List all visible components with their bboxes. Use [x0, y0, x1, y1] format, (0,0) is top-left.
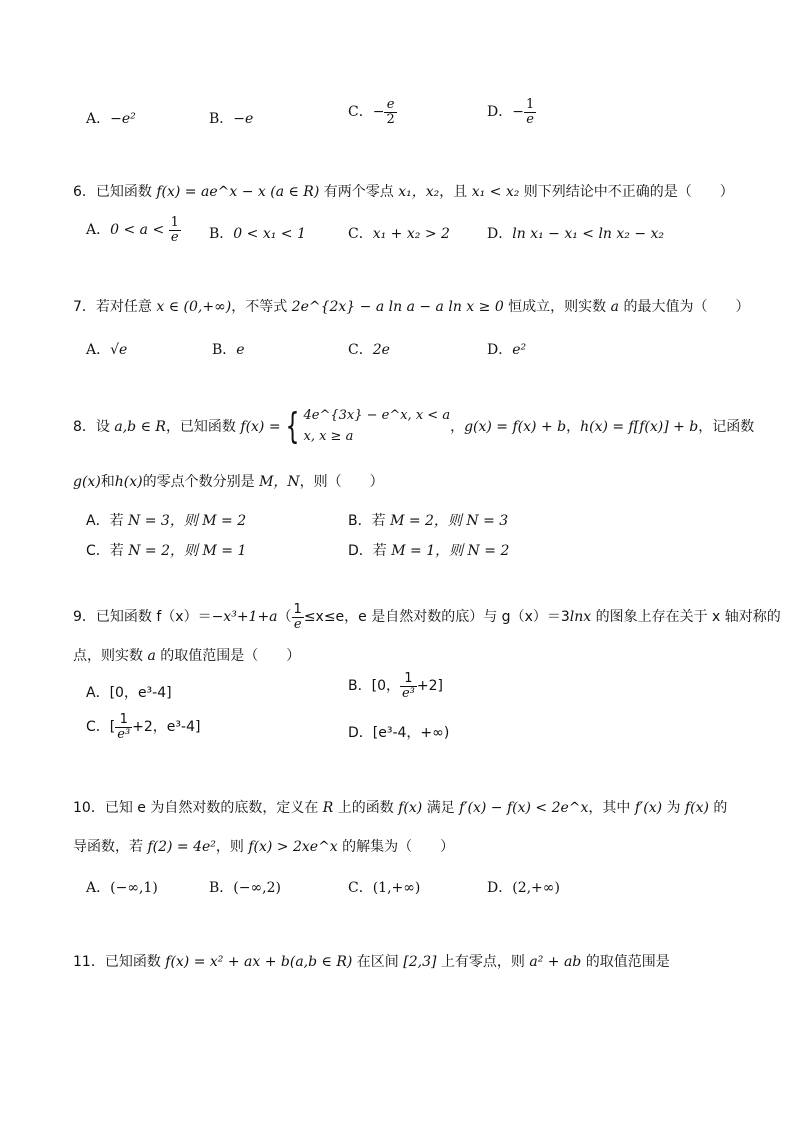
- q10-domain: R: [322, 800, 334, 816]
- option-label: A．: [86, 222, 111, 239]
- q11-expression: a² + ab: [529, 954, 582, 970]
- q8-text: ，已知函数: [165, 418, 241, 435]
- q7-option-b: [212, 339, 245, 359]
- q8-set: a,b ∈ R: [114, 418, 166, 435]
- option-text: [: [109, 719, 116, 736]
- q9-variable: a: [147, 648, 156, 664]
- q8-option-d: [348, 540, 509, 560]
- option-text: M = 2，则 N = 3: [390, 513, 509, 529]
- q6-text: 6．已知函数: [73, 184, 157, 200]
- left-brace: {: [285, 405, 299, 447]
- option-text: −e²: [110, 111, 136, 127]
- numerator: 1: [170, 215, 179, 230]
- q6-option-c: [348, 223, 450, 243]
- q9-text: 的图象上存在关于 x 轴对称的: [591, 609, 781, 626]
- numerator: 1: [404, 671, 413, 686]
- q6-formula: f(x) = ae^x − x (a ∈ R): [156, 184, 320, 200]
- option-text: [e³-4，+∞): [372, 725, 450, 741]
- q6-option-a: [86, 216, 181, 244]
- q8-text: 和: [100, 474, 115, 490]
- option-text: −e: [233, 111, 254, 127]
- option-label: D．: [487, 880, 513, 896]
- q6-condition: x₁ < x₂: [471, 184, 520, 200]
- q8-case-1: 4e^{3x} − e^x, x < a: [303, 408, 451, 423]
- q8-option-a: [86, 510, 246, 530]
- option-label: C．若: [86, 543, 129, 559]
- option-label: B．: [209, 226, 234, 242]
- q7-stem: [73, 296, 749, 316]
- q8-stem-line-2: [73, 471, 384, 491]
- option-label: B．若: [348, 513, 391, 529]
- q7-option-a: [86, 339, 127, 359]
- q9-function: −x³+1+a: [211, 609, 278, 626]
- option-label: D．: [348, 725, 373, 741]
- q8-h: h(x): [114, 474, 143, 490]
- denominator: e³: [117, 726, 131, 742]
- q10-function: f(x): [684, 800, 709, 816]
- q10-option-c: [348, 877, 420, 897]
- q7-option-d: [487, 339, 526, 359]
- option-label: A．: [86, 880, 111, 896]
- q8-text: ，记函数: [698, 418, 755, 435]
- q11-text: 的取值范围是: [581, 954, 670, 970]
- option-text: (−∞,2): [233, 880, 281, 896]
- option-label: B．: [209, 111, 234, 127]
- q5-option-d: [487, 98, 536, 126]
- q9-option-d: [348, 722, 449, 742]
- q7-variable: a: [610, 299, 619, 315]
- option-text: 0 < x₁ < 1: [233, 226, 306, 242]
- fraction: [400, 672, 417, 700]
- q8-mn: M，N: [259, 474, 300, 490]
- fraction: [524, 98, 536, 126]
- q8-f-lhs: f(x) =: [240, 418, 281, 435]
- option-text: 0 < a <: [110, 222, 169, 239]
- option-text: M = 1，则 N = 2: [391, 543, 510, 559]
- option-label: A．若: [86, 513, 129, 529]
- option-text: +2]: [416, 678, 443, 695]
- q11-function: f(x) = x² + ax + b(a,b ∈ R): [165, 954, 353, 970]
- option-text: N = 2，则 M = 1: [128, 543, 247, 559]
- denominator: 2: [386, 111, 395, 127]
- option-text: 2e: [372, 342, 390, 358]
- q8-case-2: x, x ≥ a: [303, 428, 354, 444]
- q5-option-b: [209, 108, 253, 128]
- option-text: (1,+∞): [372, 880, 421, 896]
- option-label: B．: [209, 880, 234, 896]
- q10-stem: [73, 797, 727, 817]
- q9-option-c: [86, 713, 200, 741]
- q8-text: ，则（ ）: [299, 474, 384, 490]
- option-label: C．: [348, 880, 373, 896]
- q8-text: ，: [450, 418, 465, 435]
- minus-sign: −: [372, 104, 385, 121]
- option-text: √e: [110, 342, 128, 358]
- q8-text: ，: [566, 418, 581, 435]
- option-text: N = 3，则 M = 2: [128, 513, 247, 529]
- q11-text: 上有零点，则: [436, 954, 530, 970]
- denominator: e: [169, 230, 181, 245]
- denominator: e³: [401, 685, 415, 701]
- option-label: A．: [86, 342, 111, 358]
- q9-stem: [73, 603, 781, 631]
- q7-option-c: [348, 339, 390, 359]
- q10-derivative: f′(x): [634, 800, 663, 816]
- q10-text: 满足: [422, 800, 460, 816]
- option-label: B．: [212, 342, 237, 358]
- q8-g: g(x): [73, 474, 101, 490]
- q10-text: 10．已知 e 为自然对数的底数，定义在: [73, 800, 323, 816]
- q6-zeros: x₁，x₂: [398, 184, 440, 200]
- q9-option-a: [86, 682, 172, 702]
- q6-stem: [73, 181, 734, 201]
- fraction: [169, 216, 181, 244]
- q10-stem-line-2: [73, 836, 454, 856]
- fraction: [115, 713, 132, 741]
- numerator: e: [386, 97, 395, 112]
- q8-option-c: [86, 540, 246, 560]
- option-label: B．: [348, 678, 372, 695]
- q8-piecewise: [303, 406, 450, 448]
- q7-text: ，不等式: [231, 299, 292, 315]
- q6-option-b: [209, 223, 306, 243]
- q10-function: f(x): [398, 800, 423, 816]
- q10-option-a: [86, 877, 158, 897]
- denominator: e: [524, 112, 536, 127]
- option-label: D．: [487, 226, 513, 242]
- q9-text: ≤x≤e，e 是自然对数的底）与 g（x）＝3: [303, 609, 570, 626]
- option-text: (−∞,1): [110, 880, 158, 896]
- fraction: [384, 98, 396, 126]
- option-text: +2，e³-4]: [132, 719, 201, 736]
- option-text: [0，e³-4]: [109, 685, 172, 701]
- q8-h-definition: h(x) = f[f(x)] + b: [580, 418, 699, 435]
- option-label: C．: [348, 342, 373, 358]
- q6-text: 有两个零点: [319, 184, 399, 200]
- numerator: 1: [525, 97, 535, 112]
- q10-option-b: [209, 877, 281, 897]
- q5-option-c: [348, 98, 397, 126]
- q8-text: 的零点个数分别是: [142, 474, 260, 490]
- option-text: ln x₁ − x₁ < ln x₂ − x₂: [512, 226, 665, 242]
- q10-option-d: [487, 877, 560, 897]
- option-label: A．: [86, 685, 110, 701]
- q9-option-b: [348, 672, 443, 700]
- q10-inequality: f(x) > 2xe^x: [248, 839, 338, 855]
- q5-option-a: [86, 108, 136, 128]
- option-text: [0，: [371, 678, 400, 695]
- q8-text: 8．设: [73, 418, 115, 435]
- q9-text: 的取值范围是（ ）: [155, 648, 301, 664]
- q8-option-b: [348, 510, 508, 530]
- option-label: A．: [86, 111, 111, 127]
- q9-text: 点，则实数: [73, 648, 148, 664]
- q6-text: 则下列结论中不正确的是（ ）: [519, 184, 734, 200]
- q8-g-definition: g(x) = f(x) + b: [464, 418, 567, 435]
- q10-text: 上的函数: [333, 800, 399, 816]
- numerator: 1: [119, 712, 128, 727]
- q9-lnx: lnx: [569, 609, 592, 626]
- q10-text: ，其中: [588, 800, 635, 816]
- q8-stem: [73, 406, 754, 448]
- q10-text: 为: [662, 800, 685, 816]
- option-label: C．: [86, 719, 110, 736]
- q10-condition: f′(x) − f(x) < 2e^x: [459, 800, 589, 816]
- q11-stem: [73, 951, 670, 971]
- q7-text: 恒成立，则实数: [503, 299, 611, 315]
- q9-text: 9．已知函数 f（x）＝: [73, 609, 212, 626]
- option-label: C．: [348, 104, 373, 121]
- q10-text: 导函数，若: [73, 839, 148, 855]
- denominator: e: [292, 617, 304, 632]
- option-text: x₁ + x₂ > 2: [372, 226, 450, 242]
- q10-text: 的: [708, 800, 728, 816]
- q9-stem-line-2: [73, 645, 300, 665]
- fraction: [292, 603, 304, 631]
- q11-text: 11．已知函数: [73, 954, 166, 970]
- q9-text: （: [277, 609, 292, 626]
- numerator: 1: [293, 602, 302, 617]
- q10-text: 的解集为（ ）: [337, 839, 455, 855]
- option-text: e²: [512, 342, 527, 358]
- q7-inequality: 2e^{2x} − a ln a − a ln x ≥ 0: [291, 299, 504, 315]
- option-label: D．: [487, 342, 513, 358]
- q10-text: ，则: [215, 839, 249, 855]
- q7-text: 的最大值为（ ）: [619, 299, 750, 315]
- q6-text: ，且: [439, 184, 472, 200]
- q6-option-d: [487, 223, 664, 243]
- q7-domain: x ∈ (0,+∞): [156, 299, 232, 315]
- option-label: D．若: [348, 543, 392, 559]
- option-text: (2,+∞): [512, 880, 560, 896]
- option-label: C．: [348, 226, 373, 242]
- q10-condition: f(2) = 4e²: [147, 839, 216, 855]
- q11-interval: [2,3]: [403, 954, 437, 970]
- option-text: e: [236, 342, 245, 358]
- q7-text: 7．若对任意: [73, 299, 157, 315]
- minus-sign: −: [512, 104, 524, 121]
- option-label: D．: [487, 104, 513, 121]
- q11-text: 在区间: [352, 954, 404, 970]
